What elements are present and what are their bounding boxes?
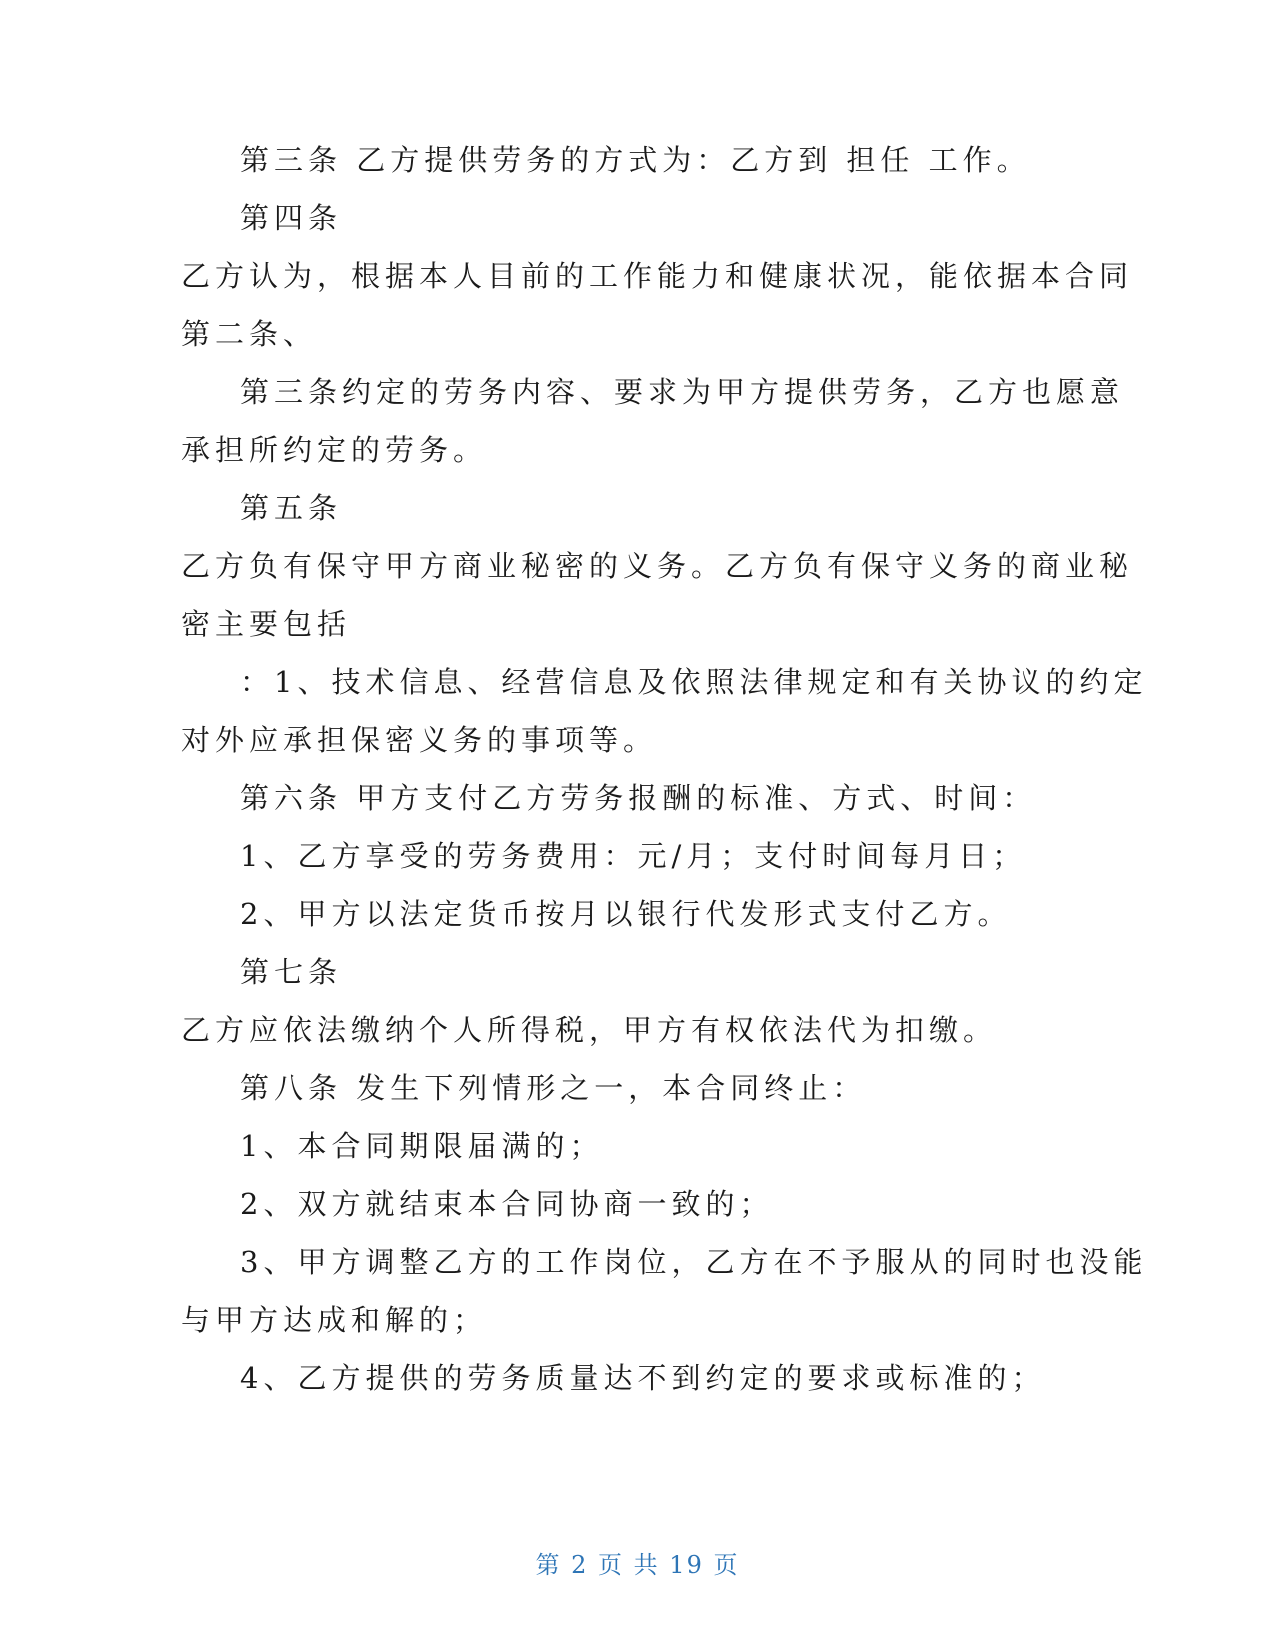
page-number-footer: 第 2 页 共 19 页 xyxy=(535,1551,740,1579)
text-line: 第三条约定的劳务内容、要求为甲方提供劳务，乙方也愿意 xyxy=(240,375,1125,409)
text-line: 第六条 甲方支付乙方劳务报酬的标准、方式、时间： xyxy=(240,781,1037,815)
text-line: 对外应承担保密义务的事项等。 xyxy=(181,723,658,757)
text-line: 2、双方就结束本合同协商一致的； xyxy=(240,1187,774,1221)
text-line: 2、甲方以法定货币按月以银行代发形式支付乙方。 xyxy=(240,897,1012,931)
text-line: 4、乙方提供的劳务质量达不到约定的要求或标准的； xyxy=(240,1361,1046,1395)
text-line: 3、甲方调整乙方的工作岗位，乙方在不予服从的同时也没能 xyxy=(240,1245,1148,1279)
text-line: 乙方认为，根据本人目前的工作能力和健康状况，能依据本合同 xyxy=(181,259,1134,293)
text-line: 乙方应依法缴纳个人所得税，甲方有权依法代为扣缴。 xyxy=(181,1013,998,1047)
text-line: 1、乙方享受的劳务费用：元/月；支付时间每月日； xyxy=(240,839,1027,873)
text-line: 第八条 发生下列情形之一，本合同终止： xyxy=(240,1071,867,1105)
text-line: 第五条 xyxy=(240,491,343,525)
text-line: 第四条 xyxy=(240,201,343,235)
text-line: 第三条 乙方提供劳务的方式为：乙方到 担任 工作。 xyxy=(240,143,1031,177)
text-line: 密主要包括 xyxy=(181,607,352,641)
text-line: 第七条 xyxy=(240,955,343,989)
text-line: 乙方负有保守甲方商业秘密的义务。乙方负有保守义务的商业秘 xyxy=(181,549,1134,583)
text-line: 第二条、 xyxy=(181,317,318,351)
text-line: 与甲方达成和解的； xyxy=(181,1303,488,1337)
text-line: ：1、技术信息、经营信息及依照法律规定和有关协议的约定 xyxy=(240,665,1148,699)
text-line: 1、本合同期限届满的； xyxy=(240,1129,604,1163)
text-line: 承担所约定的劳务。 xyxy=(181,433,488,467)
